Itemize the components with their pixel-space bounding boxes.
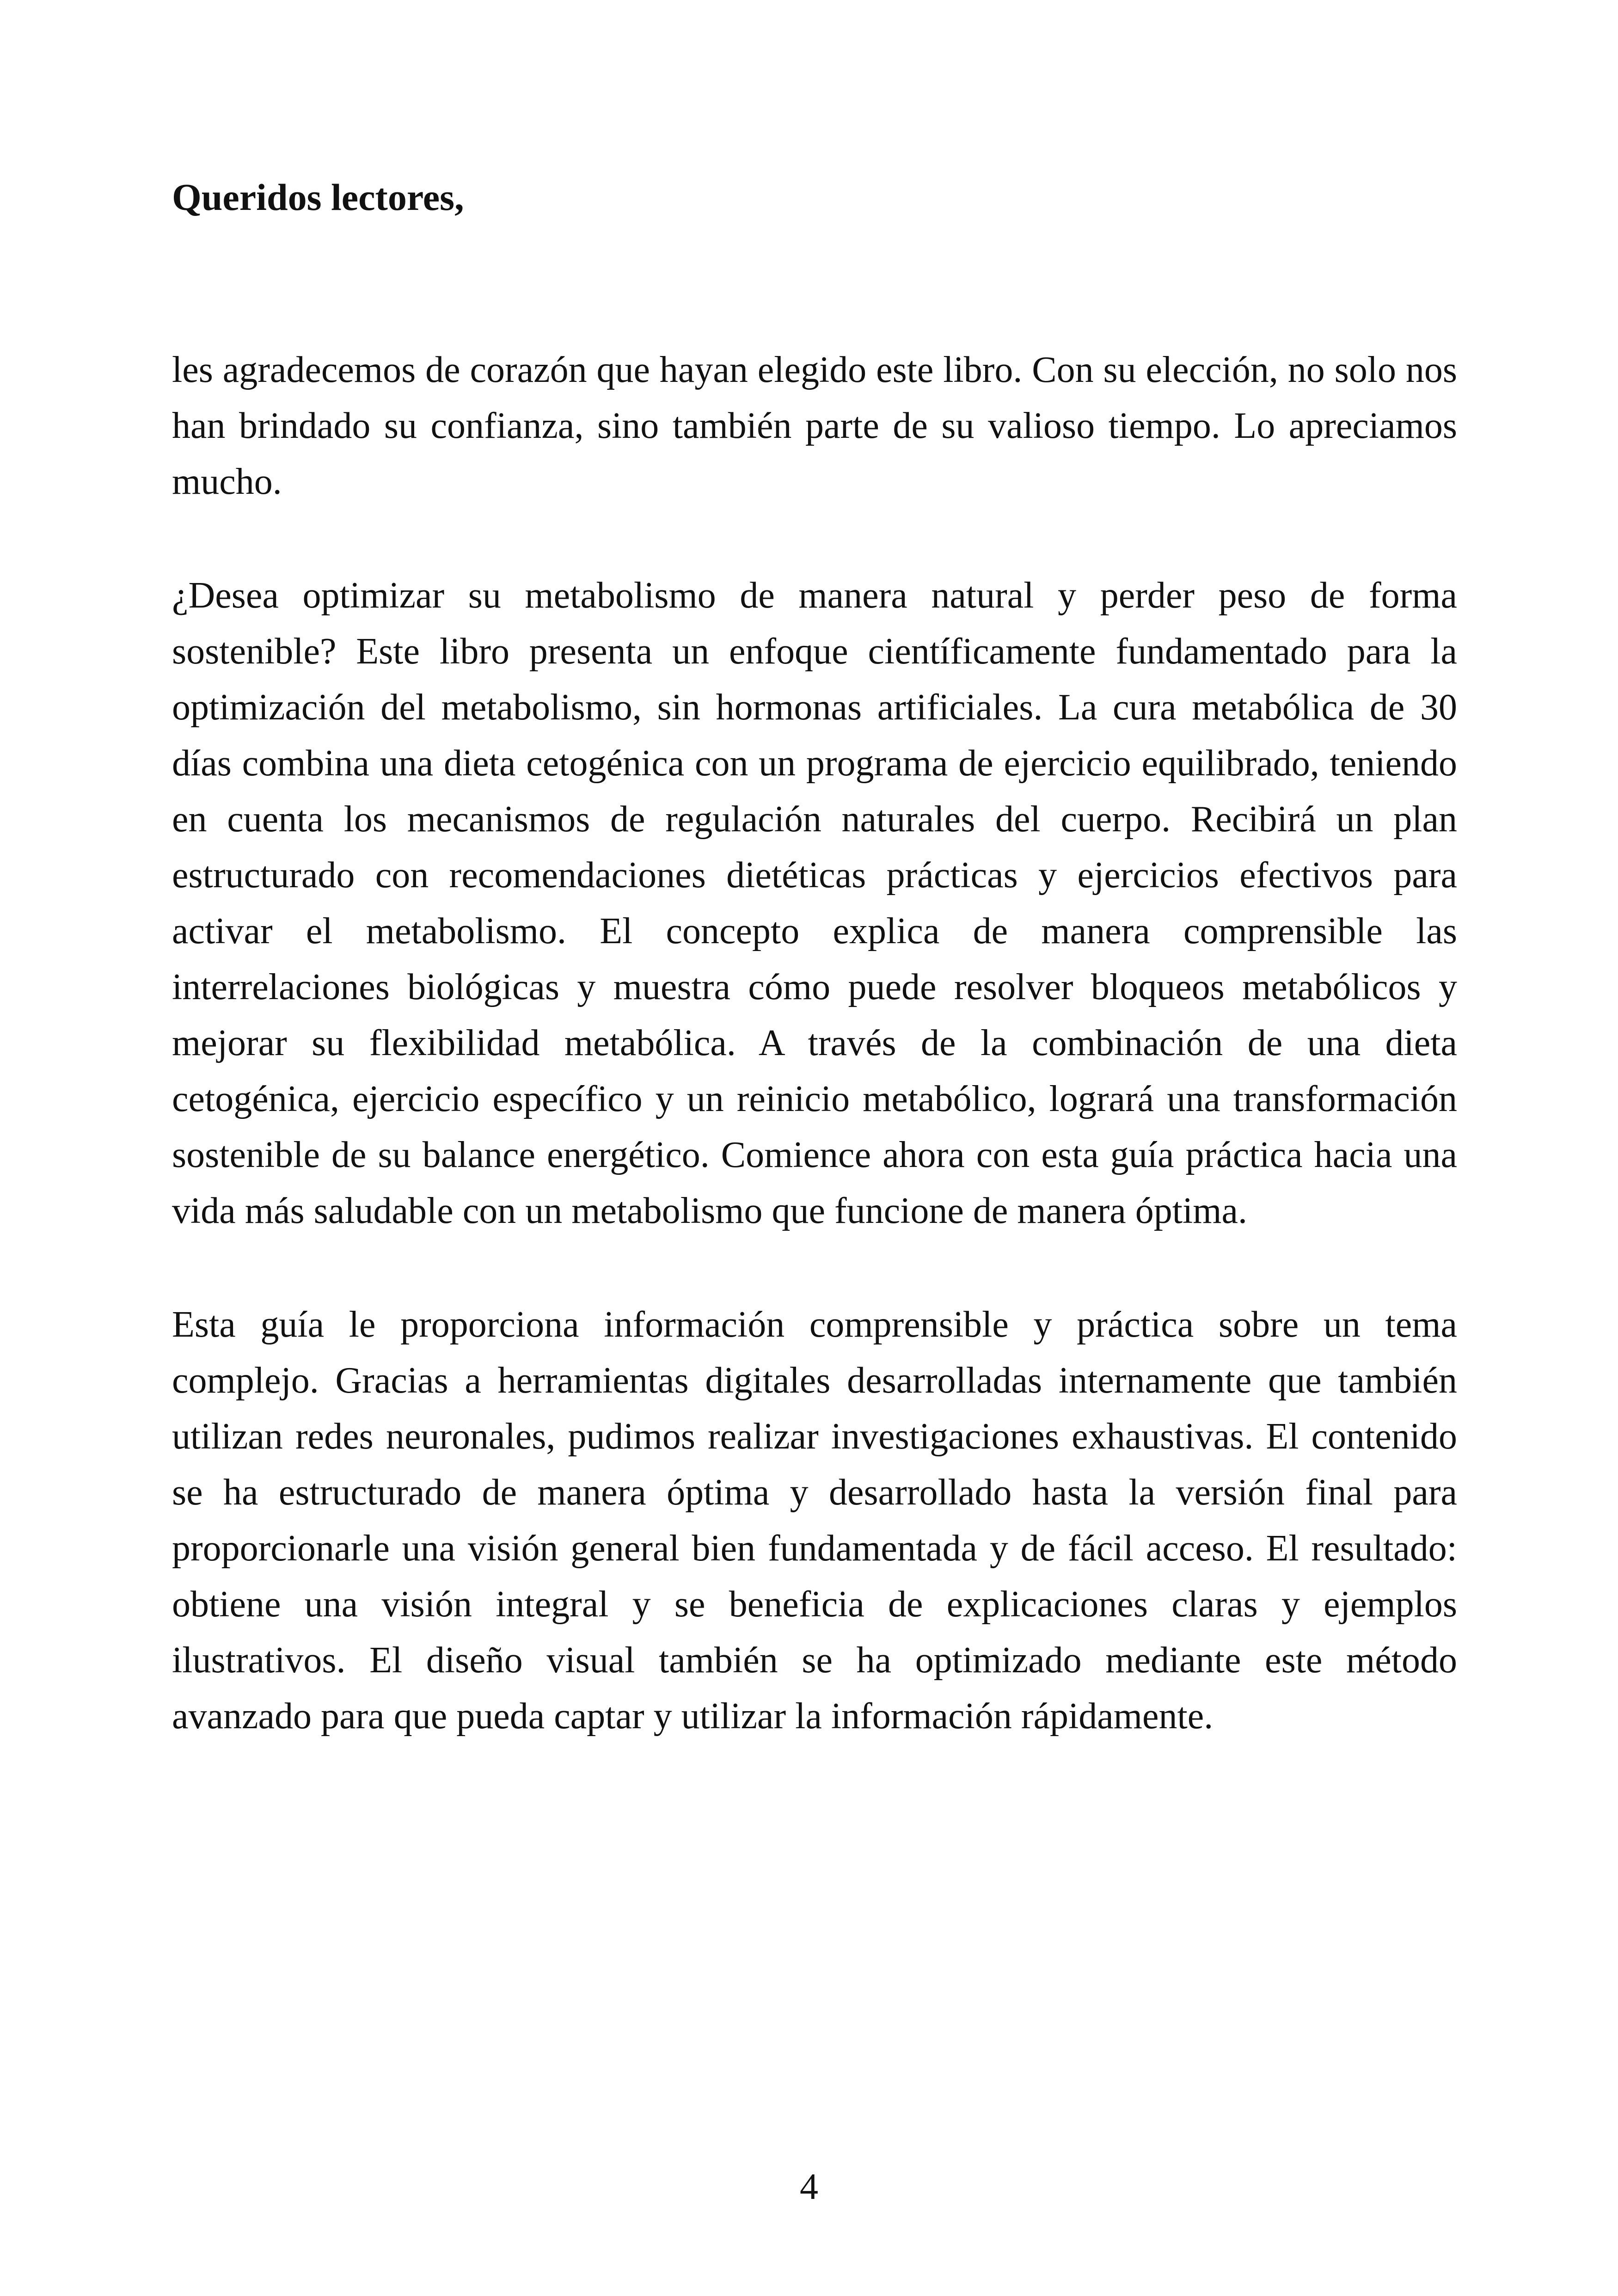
paragraph-book-summary: ¿Desea optimizar su metabolismo de manera natural y perder peso de forma sostenible? Este libro presenta un enfoque científicamente fundamentado para la optimización del metabolismo, sin hormonas artificiales. La cura metabólica de 30 días combina una dieta cetogénica con un programa de ejercicio equilibrado, teniendo en cuenta los mecanismos de regulación naturales del cuerpo. Recibirá un plan estructurado con recomendaciones dietéticas prácticas y ejercicios efectivos para activar el metabolismo. El concepto explica de manera comprensible las interrelaciones biológicas y muestra cómo puede resolver bloqueos metabólicos y mejorar su flexibilidad metabólica. A través de la combinación de una dieta cetogénica, ejercicio específico y un reinicio metabólico, logrará una transformación sostenible de su balance energético. Comience ahora con esta guía práctica hacia una vida más saludable con un metabolismo que funcione de manera óptima. xyxy=(172,575,1457,1231)
page-number: 4 xyxy=(800,2167,818,2207)
paragraph-gratitude: les agradecemos de corazón que hayan elegido este libro. Con su elección, no solo nos han brindado su confianza, sino también parte de su valioso tiempo. Lo apreciamos mucho. xyxy=(172,350,1457,502)
body-text xyxy=(172,342,1457,1802)
paragraph-guide-info: Esta guía le proporciona información comprensible y práctica sobre un tema complejo. Gracias a herramientas digitales desarrolladas internamente que también utilizan redes neuronales, pudimos realizar investigaciones exhaustivas. El contenido se ha estructurado de manera óptima y desarrollado hasta la versión final para proporcionarle una visión general bien fundamentada y de fácil acceso. El resultado: obtiene una visión integral y se beneficia de explicaciones claras y ejemplos ilustrativos. El diseño visual también se ha optimizado mediante este método avanzado para que pueda captar y utilizar la información rápidamente. xyxy=(172,1304,1457,1737)
greeting-heading: Queridos lectores, xyxy=(172,176,464,218)
